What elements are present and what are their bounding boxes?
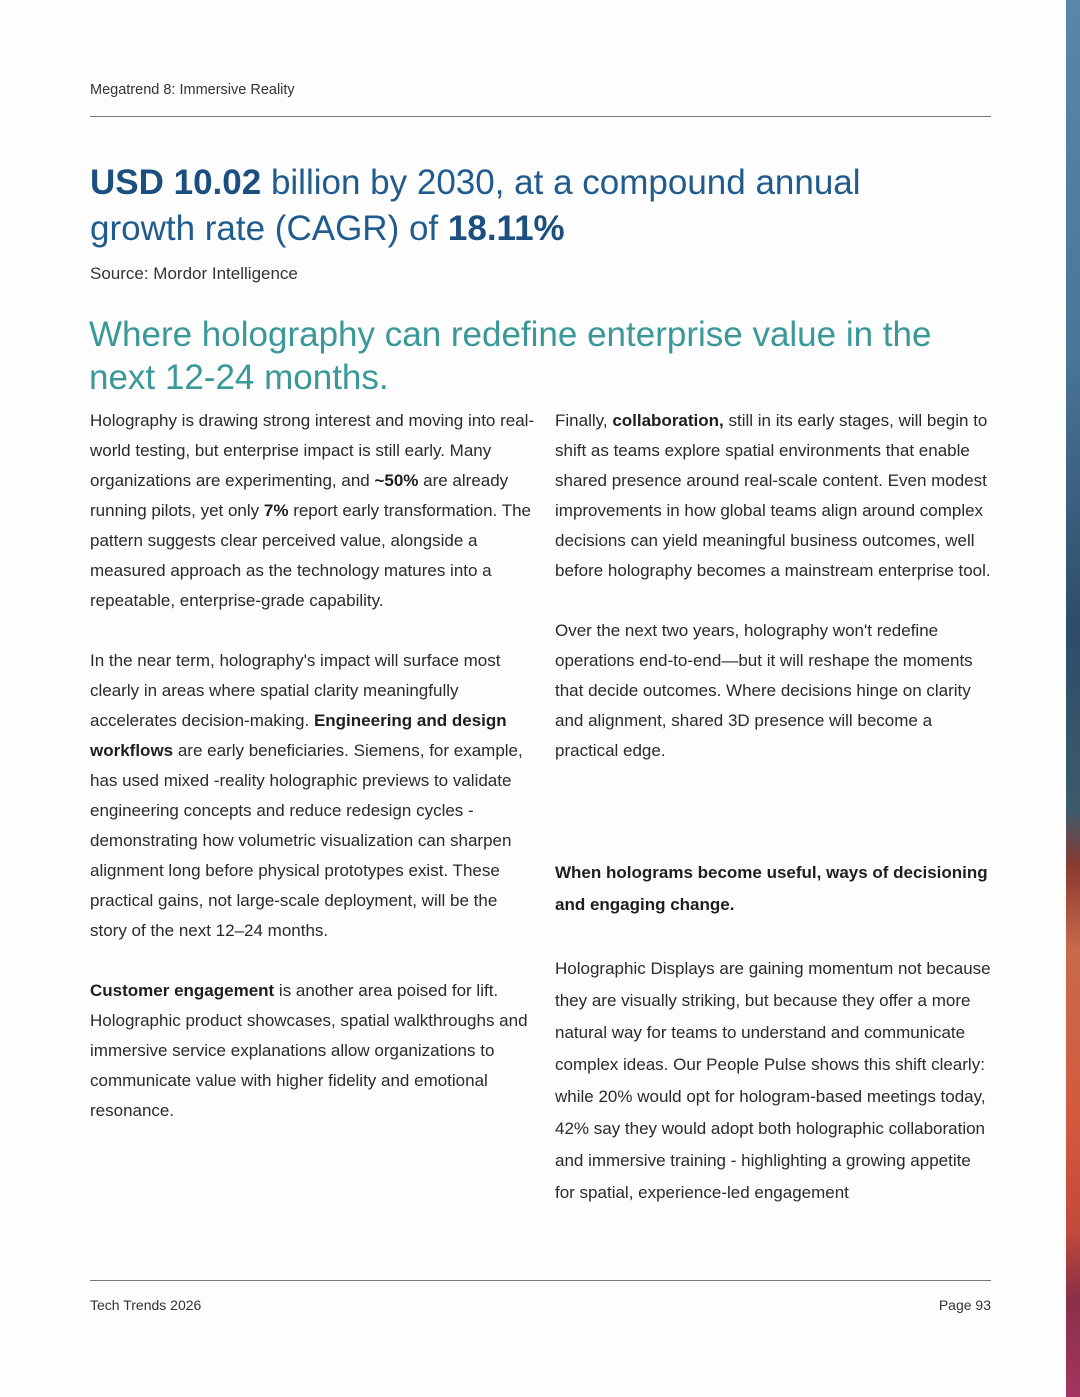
body-text: are early beneficiaries. Siemens, for example, has used mixed -reality holographic previews to validate engineering concepts and reduce redesign cycles - demonstrating how volumetric visualization can sharpen alignment long before physical prototypes exist. These practical gains, not large-scale deployment, will be the story of the next 12–24 months. <box>90 741 523 940</box>
footer-title: Tech Trends 2026 <box>90 1297 202 1313</box>
headline-cagr: 18.11% <box>447 209 565 248</box>
body-text: report early transformation. The pattern suggests clear perceived value, alongside a measured approach as the technology matures into a repeatable, enterprise-grade capability. <box>90 501 531 610</box>
emphasis-text: collaboration, <box>612 411 724 430</box>
paragraph <box>555 406 995 586</box>
right-column <box>555 406 995 796</box>
emphasis-text: 7% <box>263 501 289 520</box>
emphasis-text: Customer engagement <box>90 981 275 1000</box>
left-column <box>90 406 535 1156</box>
footer-divider <box>90 1280 991 1281</box>
paragraph <box>555 616 995 766</box>
body-text: In the near term, holography's impact will surface most clearly in areas where spatial clarity meaningfully accelerates decision-making. <box>90 651 501 730</box>
body-text: still in its early stages, will begin to shift as teams explore spatial environments that enable shared presence around real-scale content. Even modest improvements in how global teams align around complex decisions can yield meaningful business outcomes, well before holography becomes a mainstream enterprise tool. <box>555 411 991 580</box>
source-note: Source: Mordor Intelligence <box>90 264 298 283</box>
paragraph <box>90 406 535 616</box>
decorative-gradient-strip <box>1066 0 1080 1397</box>
paragraph <box>90 976 535 1126</box>
page-number: Page 93 <box>938 1297 991 1313</box>
right-lower-column <box>555 857 995 1241</box>
body-text: Over the next two years, holography won't redefine operations end-to-end—but it will reshape the moments that decide outcomes. Where decisions hinge on clarity and alignment, shared 3D presence will become a practical edge. <box>555 621 973 760</box>
headline-text: billion by 2030, at a compound annual growth rate (CAGR) of <box>90 163 861 248</box>
body-text: are already running pilots, yet only <box>90 471 509 520</box>
section-heading: Where holography can redefine enterprise value in the next 12-24 months. <box>89 315 932 397</box>
emphasis-text: ~50% <box>374 471 419 490</box>
emphasis-text: Engineering and design workflows <box>90 711 507 760</box>
body-text: Holography is drawing strong interest and moving into real-world testing, but enterprise impact is still early. Many organizations are experimenting, and <box>90 411 535 490</box>
section-header: Megatrend 8: Immersive Reality <box>90 82 295 98</box>
headline-stat <box>90 160 950 252</box>
paragraph <box>555 953 995 1209</box>
body-text: Finally, <box>555 411 613 430</box>
header-divider <box>90 116 991 117</box>
body-text: is another area poised for lift. Holographic product showcases, spatial walkthroughs and immersive service explanations allow organizations to communicate value with higher fidelity and emotional resonance. <box>90 981 528 1120</box>
paragraph <box>90 646 535 946</box>
headline-value: USD 10.02 <box>90 163 262 202</box>
paragraph <box>555 857 995 921</box>
emphasis-text: When holograms become useful, ways of decisioning and engaging change. <box>555 863 988 914</box>
body-text: Holographic Displays are gaining momentum not because they are visually striking, but because they offer a more natural way for teams to understand and communicate complex ideas. Our People Pulse shows this shift clearly: while 20% would opt for hologram-based meetings today, 42% say they would adopt both holographic collaboration and immersive training - highlighting a growing appetite for spatial, experience-led engagement <box>555 959 991 1202</box>
